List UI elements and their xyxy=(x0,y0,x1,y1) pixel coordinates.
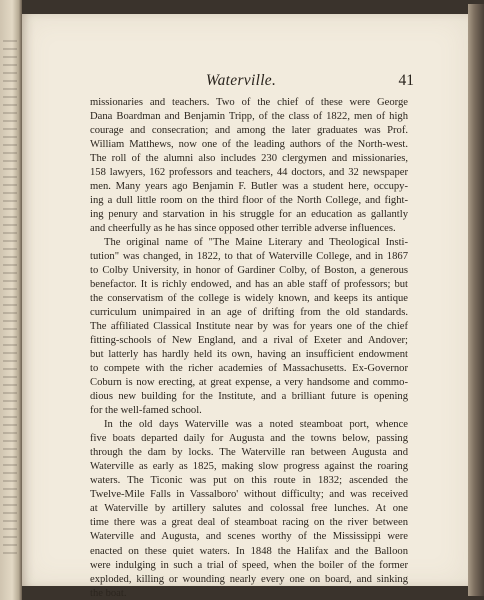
text-line: time there was a great deal of steamboat racing on the river between xyxy=(90,517,408,529)
facing-page-text-bleed xyxy=(3,40,17,560)
body-text xyxy=(90,96,408,600)
text-line: Twelve-Mile Falls in Vassalboro' without difficulty; and was received xyxy=(90,489,408,501)
text-line: to Colby University, in honor of Gardiner Colby, of Boston, a generous xyxy=(90,265,408,277)
book-cover-edge xyxy=(468,4,484,596)
text-line: 158 lawyers, 162 professors and teachers, 44 doctors, and 32 newspaper xyxy=(90,167,408,179)
text-line: benefactor. It is richly endowed, and has an able staff of professors; but xyxy=(90,279,408,291)
text-line: for the well-famed school. xyxy=(90,405,202,417)
text-line: In the old days Waterville was a noted steamboat port, whence xyxy=(104,419,408,431)
text-line: courage and consecration; and among the later graduates was Prof. xyxy=(90,125,408,137)
text-line: the conservatism of the college is widely known, and keeps its antique xyxy=(90,293,408,305)
text-line: curriculum unimpaired in an age of drifting from the old standards. xyxy=(90,307,408,319)
text-line: missionaries and teachers. Two of the chief of these were George xyxy=(90,97,408,108)
text-line: enacted on these quiet waters. In 1848 the Halifax and the Balloon xyxy=(90,545,408,557)
page-number: 41 xyxy=(398,72,414,89)
facing-page-edge xyxy=(0,0,22,600)
text-line: through the dam by locks. The Waterville ran between Augusta and xyxy=(90,447,408,459)
text-line: The original name of "The Maine Literary and Theological Insti- xyxy=(104,237,408,249)
text-line: Coburn is now erecting, at great expense, a very handsome and commo- xyxy=(90,377,408,389)
text-line: ing a dull little room on the third floor of the North College, and fight- xyxy=(90,195,408,207)
text-line: at Waterville by artillery salutes and colossal free lunches. At one xyxy=(90,503,408,515)
text-line: dious new building for the Institute, and a brilliant future is opening xyxy=(90,391,408,403)
text-line: The affiliated Classical Institute near by was for years one of the chief xyxy=(90,321,408,333)
text-line: Dana Boardman and Benjamin Tripp, of the class of 1822, men of high xyxy=(90,111,408,123)
text-line: exploded, killing or wounding nearly every one on board, and sinking xyxy=(90,573,408,585)
text-line: the boat. xyxy=(90,587,127,599)
text-line: five boats departed daily for Augusta and the towns below, passing xyxy=(90,433,408,445)
text-line: tution" was changed, in 1822, to that of Waterville College, and in 1867 xyxy=(90,251,408,263)
text-line: Waterville as early as 1825, making slow progress against the roaring xyxy=(90,461,408,473)
text-line: to compete with the richer academies of Massachusetts. Ex-Governor xyxy=(90,363,408,375)
text-line: The roll of the alumni also includes 230 clergymen and missionaries, xyxy=(90,153,408,165)
text-line: but latterly has hardly held its own, having an insufficient endowment xyxy=(90,349,408,361)
text-line: were indulging in such a trial of speed, when the boiler of the former xyxy=(90,559,408,571)
text-line: ing penury and starvation in his struggle for an education as gallantly xyxy=(90,209,408,221)
text-line: waters. The Ticonic was put on this route in 1832; ascended the xyxy=(90,475,408,487)
text-line: fitting-schools of New England, and a rival of Exeter and Andover; xyxy=(90,335,408,347)
running-title: Waterville. xyxy=(205,72,277,89)
text-line: and cheerfully as he has since opposed other terrible adverse influences. xyxy=(90,223,396,235)
text-line: William Matthews, now one of the leading authors of the North-west. xyxy=(90,139,408,151)
text-line: Waterville and Augusta, and scenes worthy of the Mississippi were xyxy=(90,531,408,543)
page-header xyxy=(68,72,414,92)
text-line: men. Many years ago Benjamin F. Butler was a student here, occupy- xyxy=(90,181,408,193)
